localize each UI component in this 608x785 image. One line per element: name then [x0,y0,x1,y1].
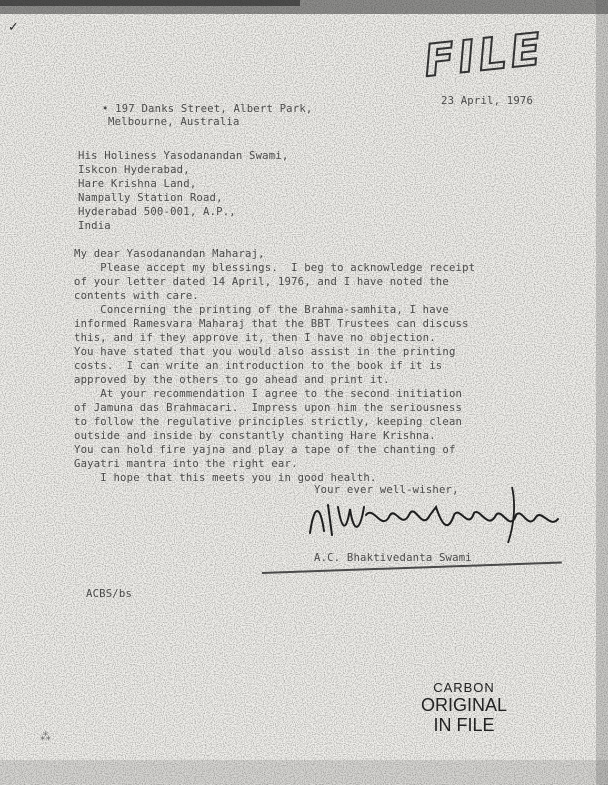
recipient-line4: Nampally Station Road, [78,192,223,204]
sender-address-line1 [102,103,313,115]
body-line: Gayatri mantra into the right ear. [74,458,298,470]
body-line: informed Ramesvara Maharaj that the BBT Trustees can discuss [74,318,469,330]
body-line: I hope that this meets you in good health. [74,472,377,484]
sender-address-text: 197 Danks Street, Albert Park, [115,103,313,115]
body-line: At your recommendation I agree to the second initiation [74,388,463,400]
corner-handwriting-mark: ✓ [8,20,19,35]
recipient-line5: Hyderabad 500-001, A.P., [78,206,236,218]
body-line: You can hold fire yajna and play a tape of the chanting of [74,444,456,456]
signatory-name: A.C. Bhaktivedanta Swami [314,552,472,564]
carbon-stamp-line2: ORIGINAL [420,695,508,715]
handwritten-signature [302,485,572,545]
sender-address-line2: Melbourne, Australia [108,116,240,128]
body-line: contents with care. [74,290,199,302]
body-line: outside and inside by constantly chanting Hare Krishna. [74,430,436,442]
recipient-line6: India [78,220,111,232]
recipient-line1: His Holiness Yasodanandan Swami, [78,150,289,162]
valediction: Your ever well-wisher, [314,484,459,496]
file-stamp: FILE [421,23,547,88]
carbon-stamp-line1: CARBON [433,680,495,695]
body-line: costs. I can write an introduction to the book if it is [74,360,443,372]
body-line: of Jamuna das Brahmacari. Impress upon him the seriousness [74,402,463,414]
body-line: Concerning the printing of the Brahma-samhita, I have [74,304,449,316]
bottom-margin-mark: ⁂ [40,730,51,743]
carbon-stamp-line3: IN FILE [433,715,495,735]
letter-date: 23 April, 1976 [441,95,534,107]
body-line: this, and if they approve it, then I have no objection. [74,332,436,344]
body-line: approved by the others to go ahead and print it. [74,374,390,386]
reference-initials: ACBS/bs [86,588,133,600]
bullet-mark: • [102,103,116,115]
body-line: Please accept my blessings. I beg to acknowledge receipt [74,262,476,274]
body-line: of your letter dated 14 April, 1976, and I have noted the [74,276,449,288]
body-line: to follow the regulative principles strictly, keeping clean [74,416,463,428]
carbon-original-stamp [414,680,514,735]
salutation: My dear Yasodanandan Maharaj, [74,248,265,260]
body-line: You have stated that you would also assist in the printing [74,346,456,358]
recipient-line2: Iskcon Hyderabad, [78,164,190,176]
recipient-line3: Hare Krishna Land, [78,178,197,190]
